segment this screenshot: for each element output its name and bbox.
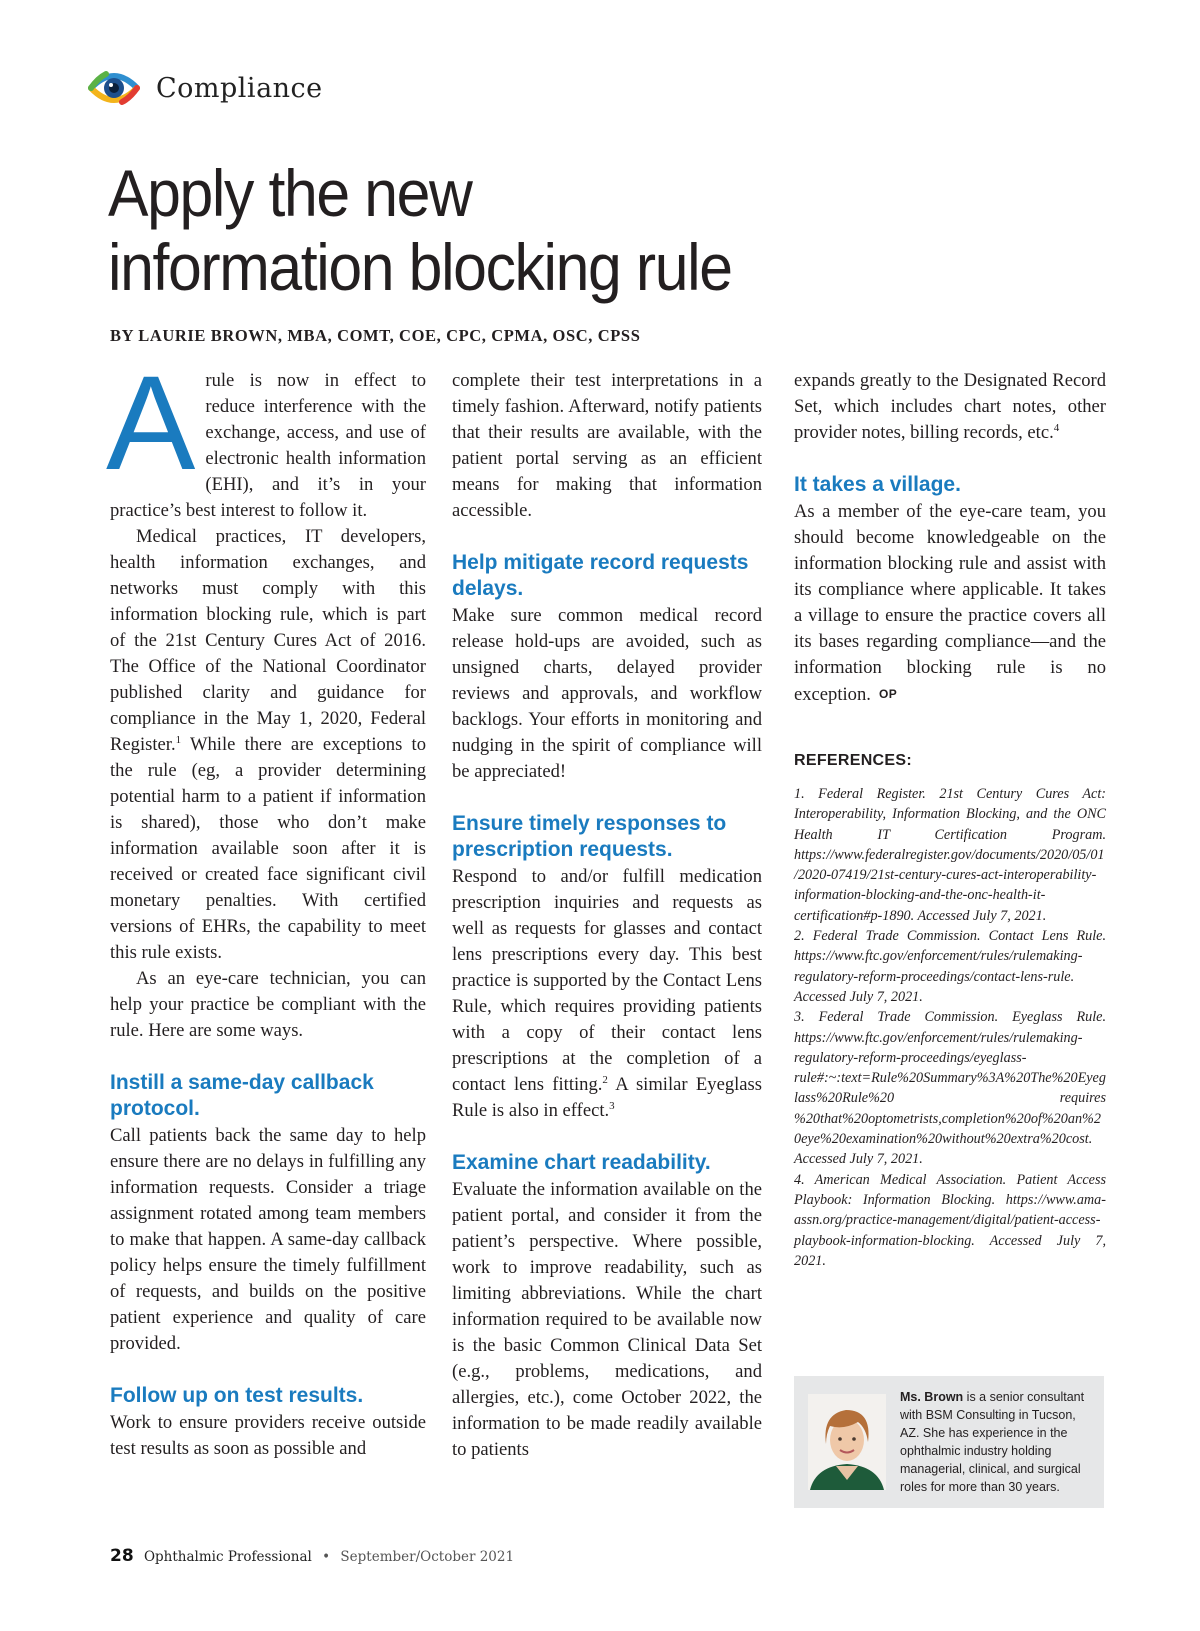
body-paragraph: Medical practices, IT developers, health information exchanges, and networks must comply with this information blocking rule, which is part of the 21st Century Cures Act of 2016. The Office of the National Coordinator published clarity and guidance for compliance in the May 1, 2020, Federal Register.$^1$ While there are exceptions to the rule (eg, a provider determining potential harm to a patient if information is shared), those who don’t make information available soon after it is received or created face significant civil monetary penalties. With certified versions of EHRs, the capability to meet this rule exists. <box>110 526 426 963</box>
author-bio: Ms. Brown is a senior consultant with BSM Consulting in Tucson, AZ. She has experience in the ophthalmic industry holding managerial, clinical, and surgical roles for more than 30 years. <box>900 1390 1085 1494</box>
body-paragraph: As a member of the eye-care team, you should become knowledgeable on the information blocking rule and assist with its compliance where applicable. It takes a village to ensure the practice covers all its bases regarding compliance—and the information blocking rule is no exception. OP <box>794 501 1106 705</box>
end-mark: OP <box>878 687 898 701</box>
subhead-callback: Instill a same-day callback protocol. <box>110 1071 374 1120</box>
subhead-chart-readability: Examine chart readability. <box>452 1151 711 1174</box>
references-heading: REFERENCES: <box>794 752 912 769</box>
subhead-prescription-requests: Ensure timely responses to prescription requests. <box>452 812 727 861</box>
body-paragraph: expands greatly to the Designated Record Set, which includes chart notes, other provider notes, billing records, etc.$^4$ <box>794 370 1106 443</box>
reference-item: 4. American Medical Association. Patient Access Playbook: Information Blocking. https://www.ama-assn.org/practice-management/digital/patient-access-playbook-information-blocking. Accessed July 7, 2021. <box>794 1171 1106 1269</box>
reference-item: 1. Federal Register. 21st Century Cures Act: Interoperability, Information Blocking, and the ONC Health IT Certification Program. https://www.federalregister.gov/documents/2020/05/01/2020-07419/21st-century-cures-act-interoperability-information-blocking-and-the-onc-health-it-certification#p-1890. Accessed July 7, 2021. <box>794 786 1106 924</box>
eye-icon <box>86 66 142 110</box>
footer-separator: • <box>322 1549 331 1565</box>
footnote-marker: 3 <box>609 1100 615 1112</box>
reference-item: 2. Federal Trade Commission. Contact Lens Rule. https://www.ftc.gov/enforcement/rules/rulemaking-regulatory-reform-proceedings/contact-lens-rule. Accessed July 7, 2021. <box>794 928 1106 1005</box>
body-paragraph: Make sure common medical record release hold-ups are avoided, such as unsigned charts, delayed provider reviews and approvals, and workflow backlogs. Your efforts in monitoring and nudging in the spirit of compliance will be appreciated! <box>452 605 762 782</box>
issue-date: September/October 2021 <box>340 1549 515 1565</box>
footnote-marker: 1 <box>175 734 182 746</box>
subhead-village: It takes a village. <box>794 473 961 496</box>
drop-cap: A <box>106 349 196 498</box>
footnote-marker: 4 <box>1053 422 1060 434</box>
author-photo <box>808 1394 886 1490</box>
author-name: Ms. Brown <box>900 1390 964 1404</box>
page-footer <box>110 1546 514 1566</box>
section-label: Compliance <box>156 72 323 104</box>
journal-name: Ophthalmic Professional <box>143 1549 312 1565</box>
column-3 <box>794 368 1106 1271</box>
column-1 <box>106 349 426 1462</box>
subhead-record-requests: Help mitigate record requests delays. <box>452 551 749 600</box>
body-paragraph: Evaluate the information available on the patient portal, and consider it from the patient’s perspective. Where possible, work to improve readability, such as limiting abbreviations. While the chart information required to be available now is the basic Common Clinical Data Set (e.g., problems, medications, and allergies, etc.), come October 2022, the information to be made readily available to patients <box>452 1179 762 1460</box>
page-number: 28 <box>110 1546 134 1566</box>
reference-item: 3. Federal Trade Commission. Eyeglass Rule. https://www.ftc.gov/enforcement/rules/rulemaking-regulatory-reform-proceedings/eyeglass-rule#:~:text=Rule%20Summary%3A%20The%20Eyeglass%20Rule%20 requires %20that%20optometrists,completion%20of%20an%20eye%20examination%20without%20extra%20cost. Accessed July 7, 2021. <box>794 1009 1106 1168</box>
author-bio-box <box>794 1376 1104 1508</box>
body-paragraph: Call patients back the same day to help ensure there are no delays in fulfilling any information requests. Consider a triage assignment rotated among team members to make that happen. A same-day callback policy helps ensure the timely fulfillment of requests, and builds on the positive patient experience and quality of care provided. <box>110 1125 426 1354</box>
column-2 <box>452 368 762 1463</box>
footnote-marker: 2 <box>602 1074 608 1086</box>
title-line-1: Apply the new <box>108 156 472 230</box>
section-header <box>86 64 323 112</box>
article-title <box>108 156 1028 304</box>
body-paragraph: complete their test interpretations in a timely fashion. Afterward, notify patients that their results are available, with the patient portal serving as an efficient means for making that information accessible. <box>452 370 762 521</box>
title-line-2: information blocking rule <box>108 230 732 304</box>
subhead-test-results: Follow up on test results. <box>110 1384 364 1407</box>
body-paragraph: As an eye-care technician, you can help your practice be compliant with the rule. Here are some ways. <box>110 968 426 1041</box>
intro-paragraph: Arule is now in effect to reduce interference with the exchange, access, and use of electronic health information (EHI), and it’s in your practice’s best interest to follow it. <box>106 349 426 521</box>
body-paragraph: Respond to and/or fulfill medication prescription inquiries and requests as well as requests for glasses and contact lens prescriptions every day. This best practice is supported by the Contact Lens Rule, which requires providing patients with a copy of their contact lens prescriptions at the completion of a contact lens fitting.$^2$ A similar Eyeglass Rule is also in effect.$^3$ <box>452 866 763 1121</box>
byline: BY LAURIE BROWN, MBA, COMT, COE, CPC, CPMA, OSC, CPSS <box>110 326 641 345</box>
body-paragraph: Work to ensure providers receive outside test results as soon as possible and <box>110 1412 426 1459</box>
